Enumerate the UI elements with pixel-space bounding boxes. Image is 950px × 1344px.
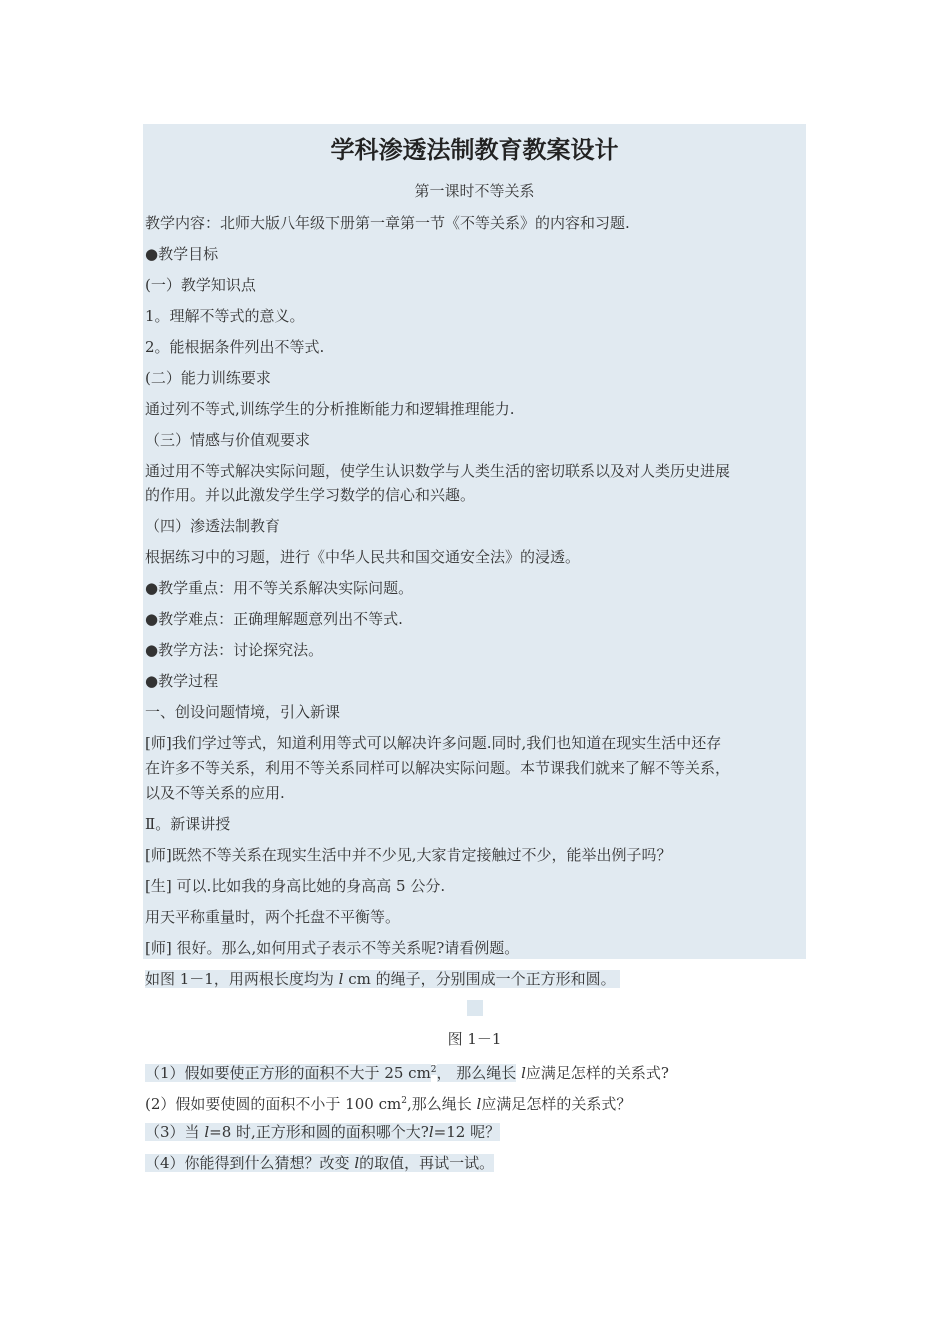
method: ●教学方法：讨论探究法。 [145,641,324,659]
step2-heading: Ⅱ。新课讲授 [145,815,231,833]
section2-text: 通过列不等式,训练学生的分析推断能力和逻辑推理能力. [145,400,515,418]
question-3: （3）当 l=8 时,正方形和圆的面积哪个大?l=12 呢？ [145,1123,501,1141]
teacher-line2: 在许多不等关系，利用不等关系同样可以解决实际问题。本节课我们就来了解不等关系， [145,759,731,777]
variable-l: l [521,1064,526,1082]
document-title: 学科渗透法制教育教案设计 [330,136,619,164]
difficulty: ●教学难点：正确理解题意列出不等式. [145,610,403,628]
document-subtitle: 第一课时不等关系 [414,182,535,200]
section1-item1: 1。理解不等式的意义。 [145,307,305,325]
key-point: ●教学重点：用不等关系解决实际问题。 [145,579,414,597]
section3-text-line1: 通过用不等式解决实际问题，使学生认识数学与人类生活的密切联系以及对人类历史进展 [145,462,731,480]
step1-heading: 一、创设问题情境，引入新课 [145,703,341,721]
section3-text-line2: 的作用。并以此激发学生学习数学的信心和兴趣。 [145,486,476,504]
question-2: (2）假如要使圆的面积不小于 100 $cm^2$,那么绳长 l应满足怎样的关系式？ [145,1095,632,1113]
student-answer: [生] 可以.比如我的身高比她的身高高 5 公分. [145,877,446,895]
variable-l: l [354,1154,360,1172]
variable-l: l [338,970,344,988]
variable-l: l [428,1123,434,1141]
question-1: （1）假如要使正方形的面积不大于 25 $cm^2$， 那么绳长 l应满足怎样的关系式? [145,1064,669,1082]
section1-heading: (一）教学知识点 [145,276,256,294]
teacher-response: [师] 很好。那么,如何用式子表示不等关系呢?请看例题。 [145,939,520,957]
figure-caption: 图 1－1 [447,1030,502,1048]
student-answer-cont: 用天平称重量时，两个托盘不平衡等。 [145,908,401,926]
teacher-question: [师]既然不等关系在现实生活中并不少见,大家肯定接触过不少，能举出例子吗？ [145,846,672,864]
section4-text: 根据练习中的习题，进行《中华人民共和国交通安全法》的浸透。 [145,548,581,566]
example-line: 如图 1－1，用两根长度均为 l cm 的绳子，分别围成一个正方形和圆。 [145,970,620,988]
section3-heading: （三）情感与价值观要求 [145,431,311,449]
highlight-block [143,124,806,959]
question-4: （4）你能得到什么猜想？改变 l的取值，再试一试。 [145,1154,495,1172]
process-heading: ●教学过程 [145,672,219,690]
teacher-line1: [师]我们学过等式，知道利用等式可以解决许多问题.同时,我们也知道在现实生活中还存 [145,734,722,752]
goals-heading: ●教学目标 [145,245,219,263]
teacher-line3: 以及不等关系的应用. [145,784,285,802]
content-line: 教学内容：北师大版八年级下册第一章第一节《不等关系》的内容和习题. [145,214,630,232]
section4-heading: （四）渗透法制教育 [145,517,281,535]
variable-l: l [204,1123,210,1141]
section2-heading: (二）能力训练要求 [145,369,271,387]
figure-image-placeholder [467,1000,483,1016]
section1-item2: 2。能根据条件列出不等式. [145,338,325,356]
variable-l: l [476,1095,482,1113]
